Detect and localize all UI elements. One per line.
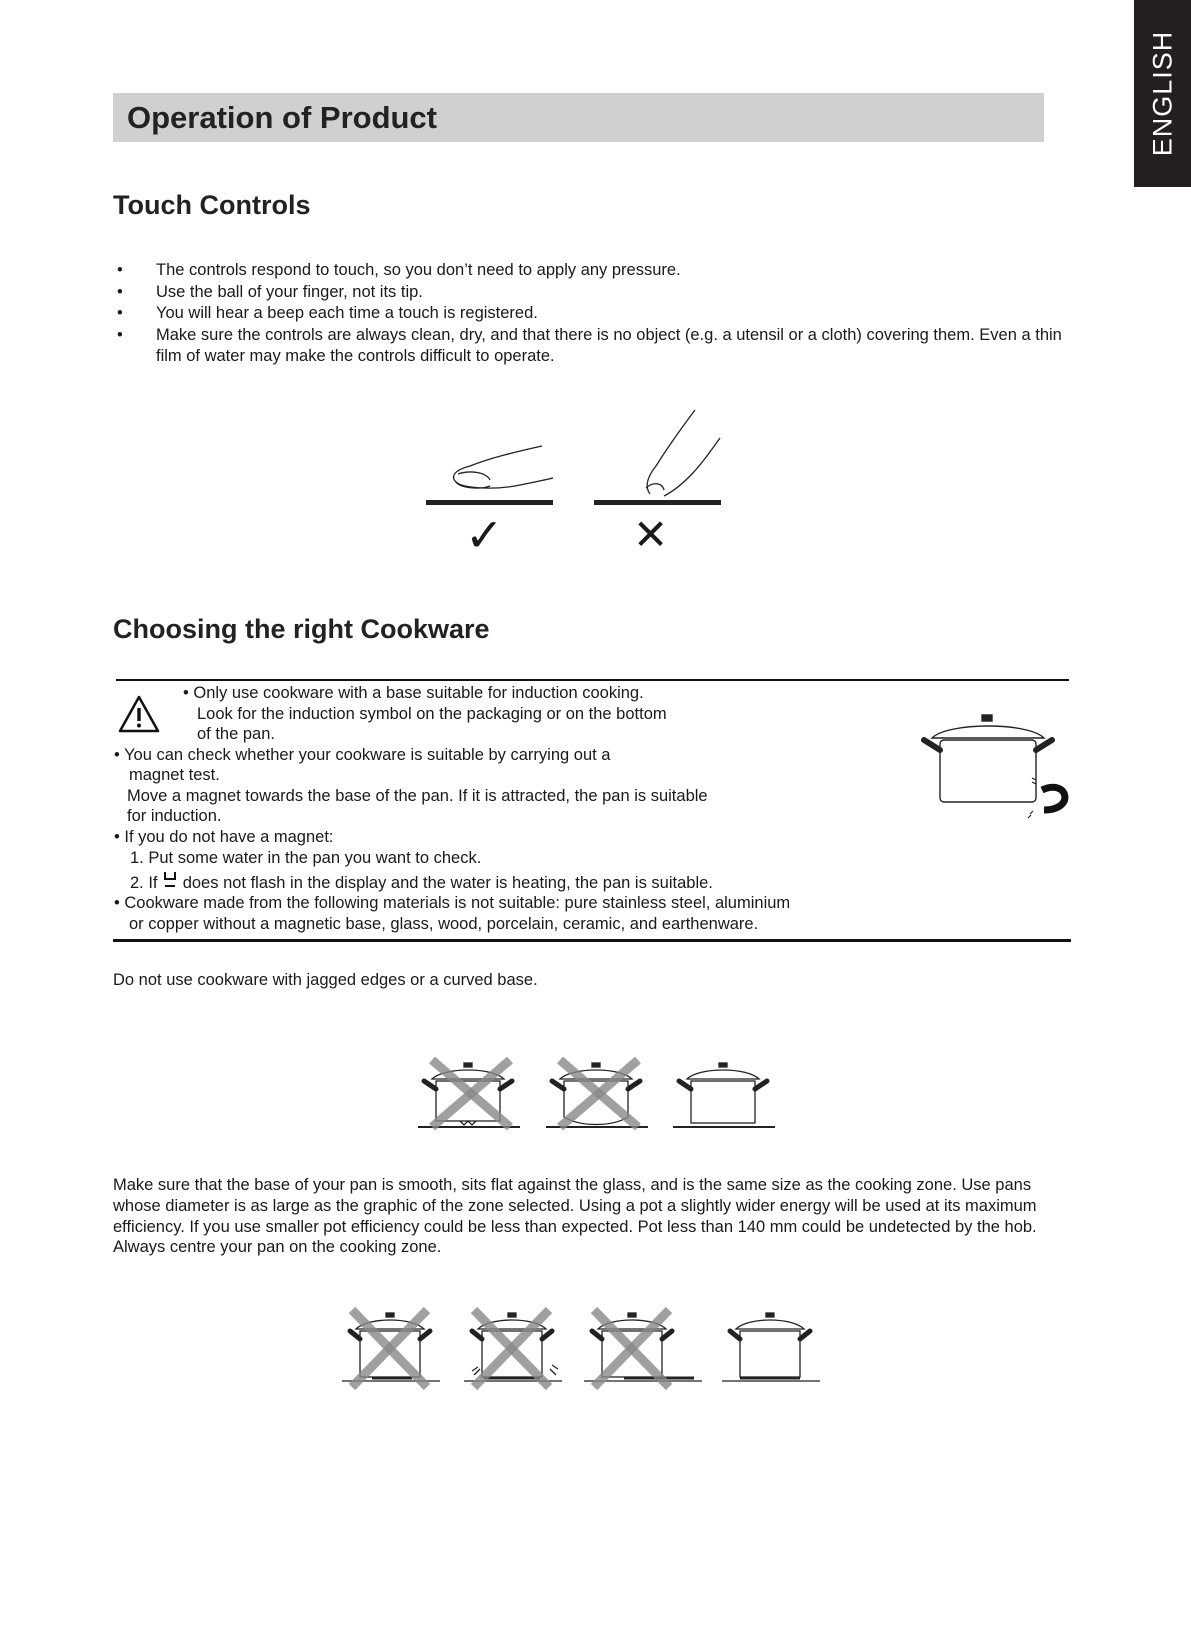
cross-icon: ✕: [633, 510, 669, 559]
caution-line-part: 2. If: [130, 874, 158, 892]
finger-tip-icon: [646, 410, 720, 496]
caution-line-with-symbol: [130, 870, 713, 894]
caution-top-rule: [116, 679, 1069, 681]
language-tab: [1134, 0, 1191, 187]
pot-correct-icon: [673, 1063, 775, 1127]
checkmark-icon: ✓: [465, 508, 504, 562]
list-item: • The controls respond to touch, so you don’t need to apply any pressure.: [113, 260, 1073, 282]
caution-line: • Only use cookware with a base suitable for induction cooking.: [183, 684, 644, 702]
language-label: ENGLISH: [1147, 30, 1178, 157]
list-item: • You will hear a beep each time a touch is registered.: [113, 303, 1073, 325]
caution-line: for induction.: [127, 807, 222, 825]
pot-uneven-icon: [464, 1310, 562, 1387]
pot-too-small-icon: [342, 1310, 440, 1387]
cookware-edges-illustration: [412, 1055, 782, 1135]
caution-line: Move a magnet towards the base of the pan. If it is attracted, the pan is suitable: [127, 787, 708, 805]
list-item: • Make sure the controls are always clean, dry, and that there is no object (e.g. a utensil or a cloth) covering them. Even a thin film of water may make the controls difficult to operate.: [113, 325, 1073, 368]
caution-line: Look for the induction symbol on the packaging or on the bottom: [197, 705, 667, 723]
pot-icon: [924, 715, 1052, 802]
pot-curved-base-icon: [546, 1060, 648, 1127]
page-title: Operation of Product: [127, 100, 437, 135]
pot-jagged-icon: [418, 1060, 520, 1127]
warning-icon: [117, 694, 161, 734]
pot-magnet-illustration: [918, 710, 1078, 820]
caution-line: • Cookware made from the following materials is not suitable: pure stainless steel, aluminium: [114, 894, 791, 912]
touch-controls-list: [113, 260, 1073, 368]
base-note: Make sure that the base of your pan is smooth, sits flat against the glass, and is the same size as the cooking zone. Use pans whose diameter is as large as the graphic of the zone selected. Using a pot a slightly wider energy will be used at its maximum efficiency. If you use smaller pot efficiency could be less than expected. Pot less than 140 mm could be undetected by the hob. Always centre your pan on the cooking zone.: [113, 1176, 1037, 1257]
cookware-size-illustration: [342, 1305, 842, 1395]
cookware-heading: Choosing the right Cookware: [113, 614, 490, 644]
section-banner: [113, 93, 1044, 142]
pot-correct-size-icon: [722, 1313, 820, 1381]
caution-line-part: does not flash in the display and the water is heating, the pan is suitable.: [182, 874, 713, 892]
hob-surface-left: [426, 500, 553, 505]
display-symbol-icon: [162, 870, 178, 890]
pot-off-centre-icon: [584, 1310, 702, 1387]
hob-surface-right: [594, 500, 721, 505]
caution-bottom-rule: [113, 939, 1071, 942]
caution-line: • If you do not have a magnet:: [114, 828, 334, 846]
caution-line: 1. Put some water in the pan you want to check.: [130, 849, 482, 867]
touch-controls-heading: Touch Controls: [113, 190, 311, 220]
list-item: • Use the ball of your finger, not its tip.: [113, 282, 1073, 304]
caution-line: or copper without a magnetic base, glass, wood, porcelain, ceramic, and earthenware.: [129, 915, 759, 933]
finger-flat-icon: [454, 446, 553, 488]
edges-note: Do not use cookware with jagged edges or a curved base.: [113, 971, 538, 989]
caution-line: • You can check whether your cookware is suitable by carrying out a: [114, 746, 611, 764]
caution-line: magnet test.: [129, 766, 220, 784]
caution-line: of the pan.: [197, 725, 275, 743]
